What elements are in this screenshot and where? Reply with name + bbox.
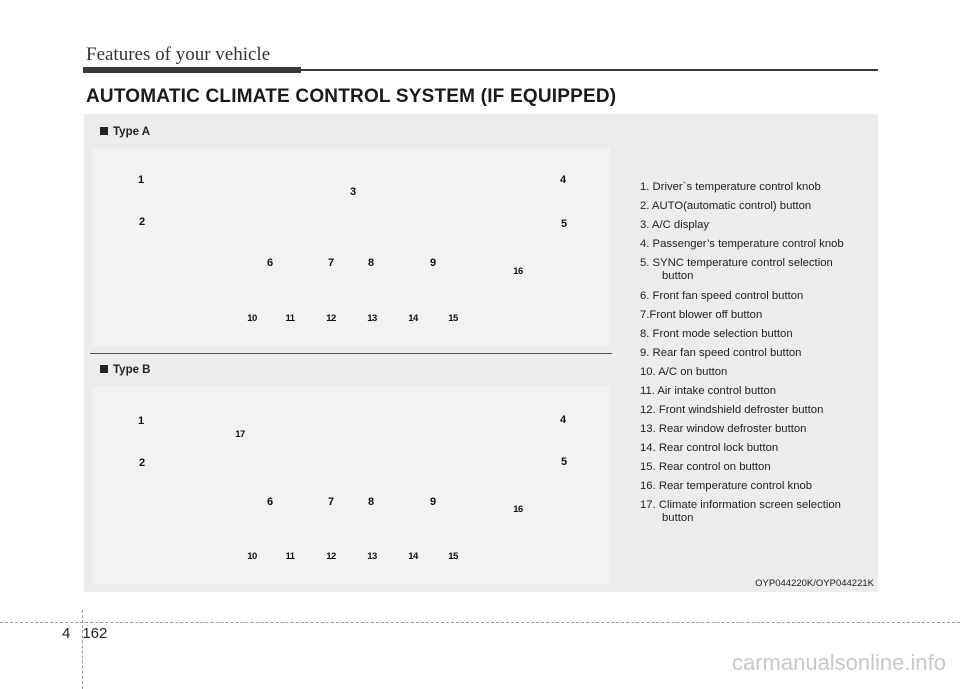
legend-item: 1. Driver`s temperature control knob <box>640 181 821 193</box>
header-rule <box>301 69 878 71</box>
type-b-callout-2: 2 <box>138 457 146 469</box>
legend-item: 14. Rear control lock button <box>640 442 779 454</box>
type-b-callout-14: 14 <box>408 551 418 562</box>
type-b-diagram <box>92 386 610 584</box>
type-b-callout-9: 9 <box>429 496 437 508</box>
type-a-callout-14: 14 <box>408 313 418 324</box>
legend-item: 6. Front fan speed control button <box>640 290 804 302</box>
type-a-callout-4: 4 <box>559 174 567 186</box>
type-a-callout-13: 13 <box>367 313 377 324</box>
type-a-callout-8: 8 <box>367 257 375 269</box>
type-a-callout-6: 6 <box>266 257 274 269</box>
legend-item: 11. Air intake control button <box>640 385 777 397</box>
legend-item: 8. Front mode selection button <box>640 328 793 340</box>
square-bullet-icon <box>100 127 108 135</box>
legend-item: 10. A/C on button <box>640 366 728 378</box>
legend-item: 7.Front blower off button <box>640 309 763 321</box>
type-a-callout-3: 3 <box>349 186 357 198</box>
type-a-callout-5: 5 <box>560 218 568 230</box>
legend-item: 13. Rear window defroster button <box>640 423 807 435</box>
header-bar <box>83 67 301 73</box>
section-header: Features of your vehicle <box>86 44 271 65</box>
type-a-callout-2: 2 <box>138 216 146 228</box>
type-a-callout-15: 15 <box>448 313 458 324</box>
type-a-diagram <box>92 148 610 346</box>
type-b-callout-17: 17 <box>235 429 245 440</box>
type-b-callout-12: 12 <box>326 551 336 562</box>
legend-item: 16. Rear temperature control knob <box>640 480 813 492</box>
square-bullet-icon <box>100 365 108 373</box>
footer-rule <box>0 622 960 623</box>
type-b-callout-4: 4 <box>559 414 567 426</box>
legend-item: 3. A/C display <box>640 219 710 231</box>
type-a-callout-7: 7 <box>327 257 335 269</box>
type-a-callout-16: 16 <box>513 266 523 277</box>
type-a-label: Type A <box>100 126 150 138</box>
type-a-callout-9: 9 <box>429 257 437 269</box>
legend-item: 17. Climate information screen selection button <box>640 499 841 524</box>
legend-item: 5. SYNC temperature control selection button <box>640 257 833 282</box>
legend-item: 9. Rear fan speed control button <box>640 347 802 359</box>
type-b-label: Type B <box>100 364 151 376</box>
type-b-callout-13: 13 <box>367 551 377 562</box>
type-a-callout-12: 12 <box>326 313 336 324</box>
type-b-callout-16: 16 <box>513 504 523 515</box>
legend-list <box>640 178 872 529</box>
type-b-callout-11: 11 <box>285 551 295 562</box>
type-a-callout-1: 1 <box>137 174 145 186</box>
legend-item: 15. Rear control on button <box>640 461 771 473</box>
type-b-callout-6: 6 <box>266 496 274 508</box>
footer-vertical-rule <box>82 610 83 689</box>
legend-item: 2. AUTO(automatic control) button <box>640 200 812 212</box>
type-b-callout-10: 10 <box>247 551 257 562</box>
type-b-callout-5: 5 <box>560 456 568 468</box>
type-b-callout-1: 1 <box>137 415 145 427</box>
figure-code: OYP044220K/OYP044221K <box>755 578 874 589</box>
page-title: AUTOMATIC CLIMATE CONTROL SYSTEM (IF EQUIPPED) <box>86 86 617 107</box>
watermark: carmanualsonline.info <box>731 650 946 675</box>
type-divider <box>90 353 612 354</box>
type-a-callout-11: 11 <box>285 313 295 324</box>
page-number: 4 162 <box>62 625 108 642</box>
legend-item: 4. Passenger’s temperature control knob <box>640 238 844 250</box>
legend-item: 12. Front windshield defroster button <box>640 404 824 416</box>
type-b-callout-8: 8 <box>367 496 375 508</box>
type-a-callout-10: 10 <box>247 313 257 324</box>
type-b-callout-7: 7 <box>327 496 335 508</box>
type-b-callout-15: 15 <box>448 551 458 562</box>
